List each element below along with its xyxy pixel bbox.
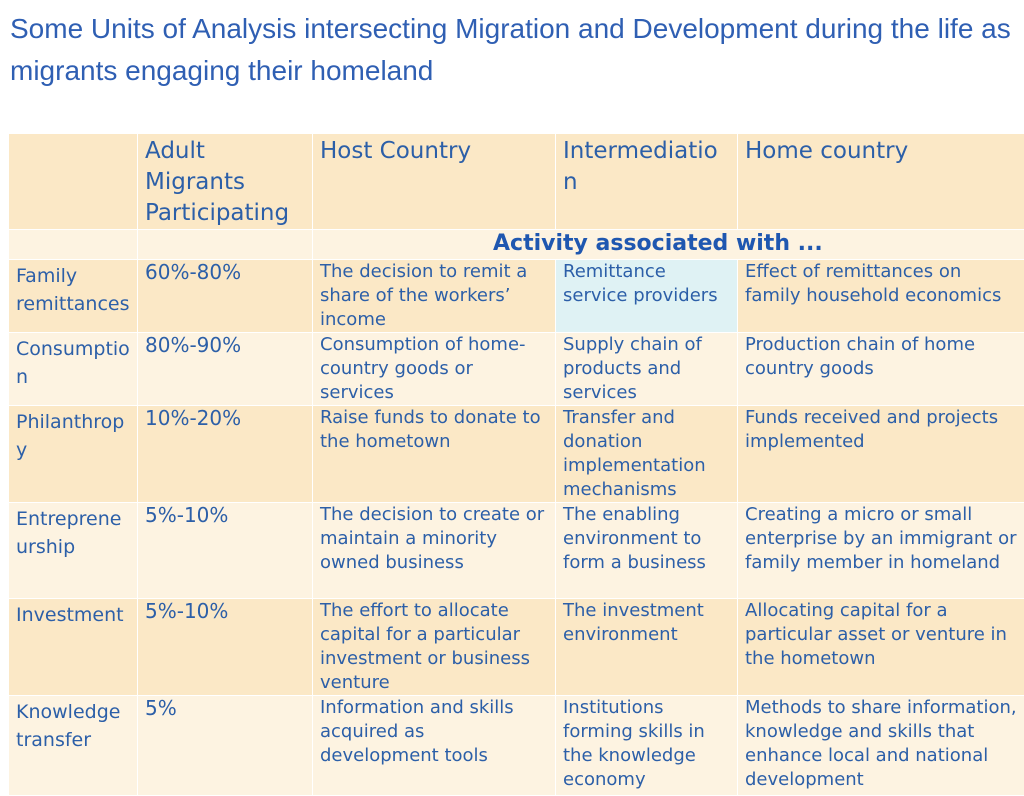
activity-subheader-row bbox=[9, 230, 1024, 260]
row-label: Knowledge transfer bbox=[9, 696, 138, 796]
header-cell-empty bbox=[9, 134, 138, 230]
intermediation-cell: The investment environment bbox=[556, 599, 738, 696]
activity-associated-label: Activity associated with ... bbox=[313, 230, 1024, 260]
intermediation-cell: Transfer and donation implementation mechanisms bbox=[556, 406, 738, 503]
host-country-cell: The decision to remit a share of the workers’ income bbox=[313, 260, 556, 333]
participation-pct: 80%-90% bbox=[138, 333, 313, 406]
header-row bbox=[9, 134, 1024, 230]
units-of-analysis-table bbox=[8, 133, 1024, 796]
table-row bbox=[9, 260, 1024, 333]
table-row bbox=[9, 333, 1024, 406]
home-country-cell: Production chain of home country goods bbox=[738, 333, 1024, 406]
header-intermediation: Intermediation bbox=[556, 134, 738, 230]
table-row bbox=[9, 406, 1024, 503]
home-country-cell: Allocating capital for a particular asset or venture in the hometown bbox=[738, 599, 1024, 696]
home-country-cell: Methods to share information, knowledge and skills that enhance local and national development bbox=[738, 696, 1024, 796]
participation-pct: 10%-20% bbox=[138, 406, 313, 503]
participation-pct: 5% bbox=[138, 696, 313, 796]
row-label: Consumption bbox=[9, 333, 138, 406]
row-label: Investment bbox=[9, 599, 138, 696]
intermediation-cell: The enabling environment to form a business bbox=[556, 503, 738, 599]
intermediation-cell: Supply chain of products and services bbox=[556, 333, 738, 406]
home-country-cell: Effect of remittances on family household economics bbox=[738, 260, 1024, 333]
host-country-cell: The effort to allocate capital for a particular investment or business venture bbox=[313, 599, 556, 696]
host-country-cell: Raise funds to donate to the hometown bbox=[313, 406, 556, 503]
host-country-cell: The decision to create or maintain a minority owned business bbox=[313, 503, 556, 599]
header-host-country: Host Country bbox=[313, 134, 556, 230]
participation-pct: 60%-80% bbox=[138, 260, 313, 333]
intermediation-cell: Remittance service providers bbox=[556, 260, 738, 333]
table-row bbox=[9, 599, 1024, 696]
home-country-cell: Funds received and projects implemented bbox=[738, 406, 1024, 503]
participation-pct: 5%-10% bbox=[138, 599, 313, 696]
host-country-cell: Information and skills acquired as development tools bbox=[313, 696, 556, 796]
intermediation-cell: Institutions forming skills in the knowledge economy bbox=[556, 696, 738, 796]
table-row bbox=[9, 503, 1024, 599]
home-country-cell: Creating a micro or small enterprise by an immigrant or family member in homeland bbox=[738, 503, 1024, 599]
row-label: Family remittances bbox=[9, 260, 138, 333]
table-row bbox=[9, 696, 1024, 796]
row-label: Entrepreneurship bbox=[9, 503, 138, 599]
header-home-country: Home country bbox=[738, 134, 1024, 230]
slide-title: Some Units of Analysis intersecting Migration and Development during the life as migrants engaging their homeland bbox=[10, 8, 1014, 92]
host-country-cell: Consumption of home-country goods or services bbox=[313, 333, 556, 406]
participation-pct: 5%-10% bbox=[138, 503, 313, 599]
row-label: Philanthropy bbox=[9, 406, 138, 503]
header-adult-migrants: Adult Migrants Participating bbox=[138, 134, 313, 230]
